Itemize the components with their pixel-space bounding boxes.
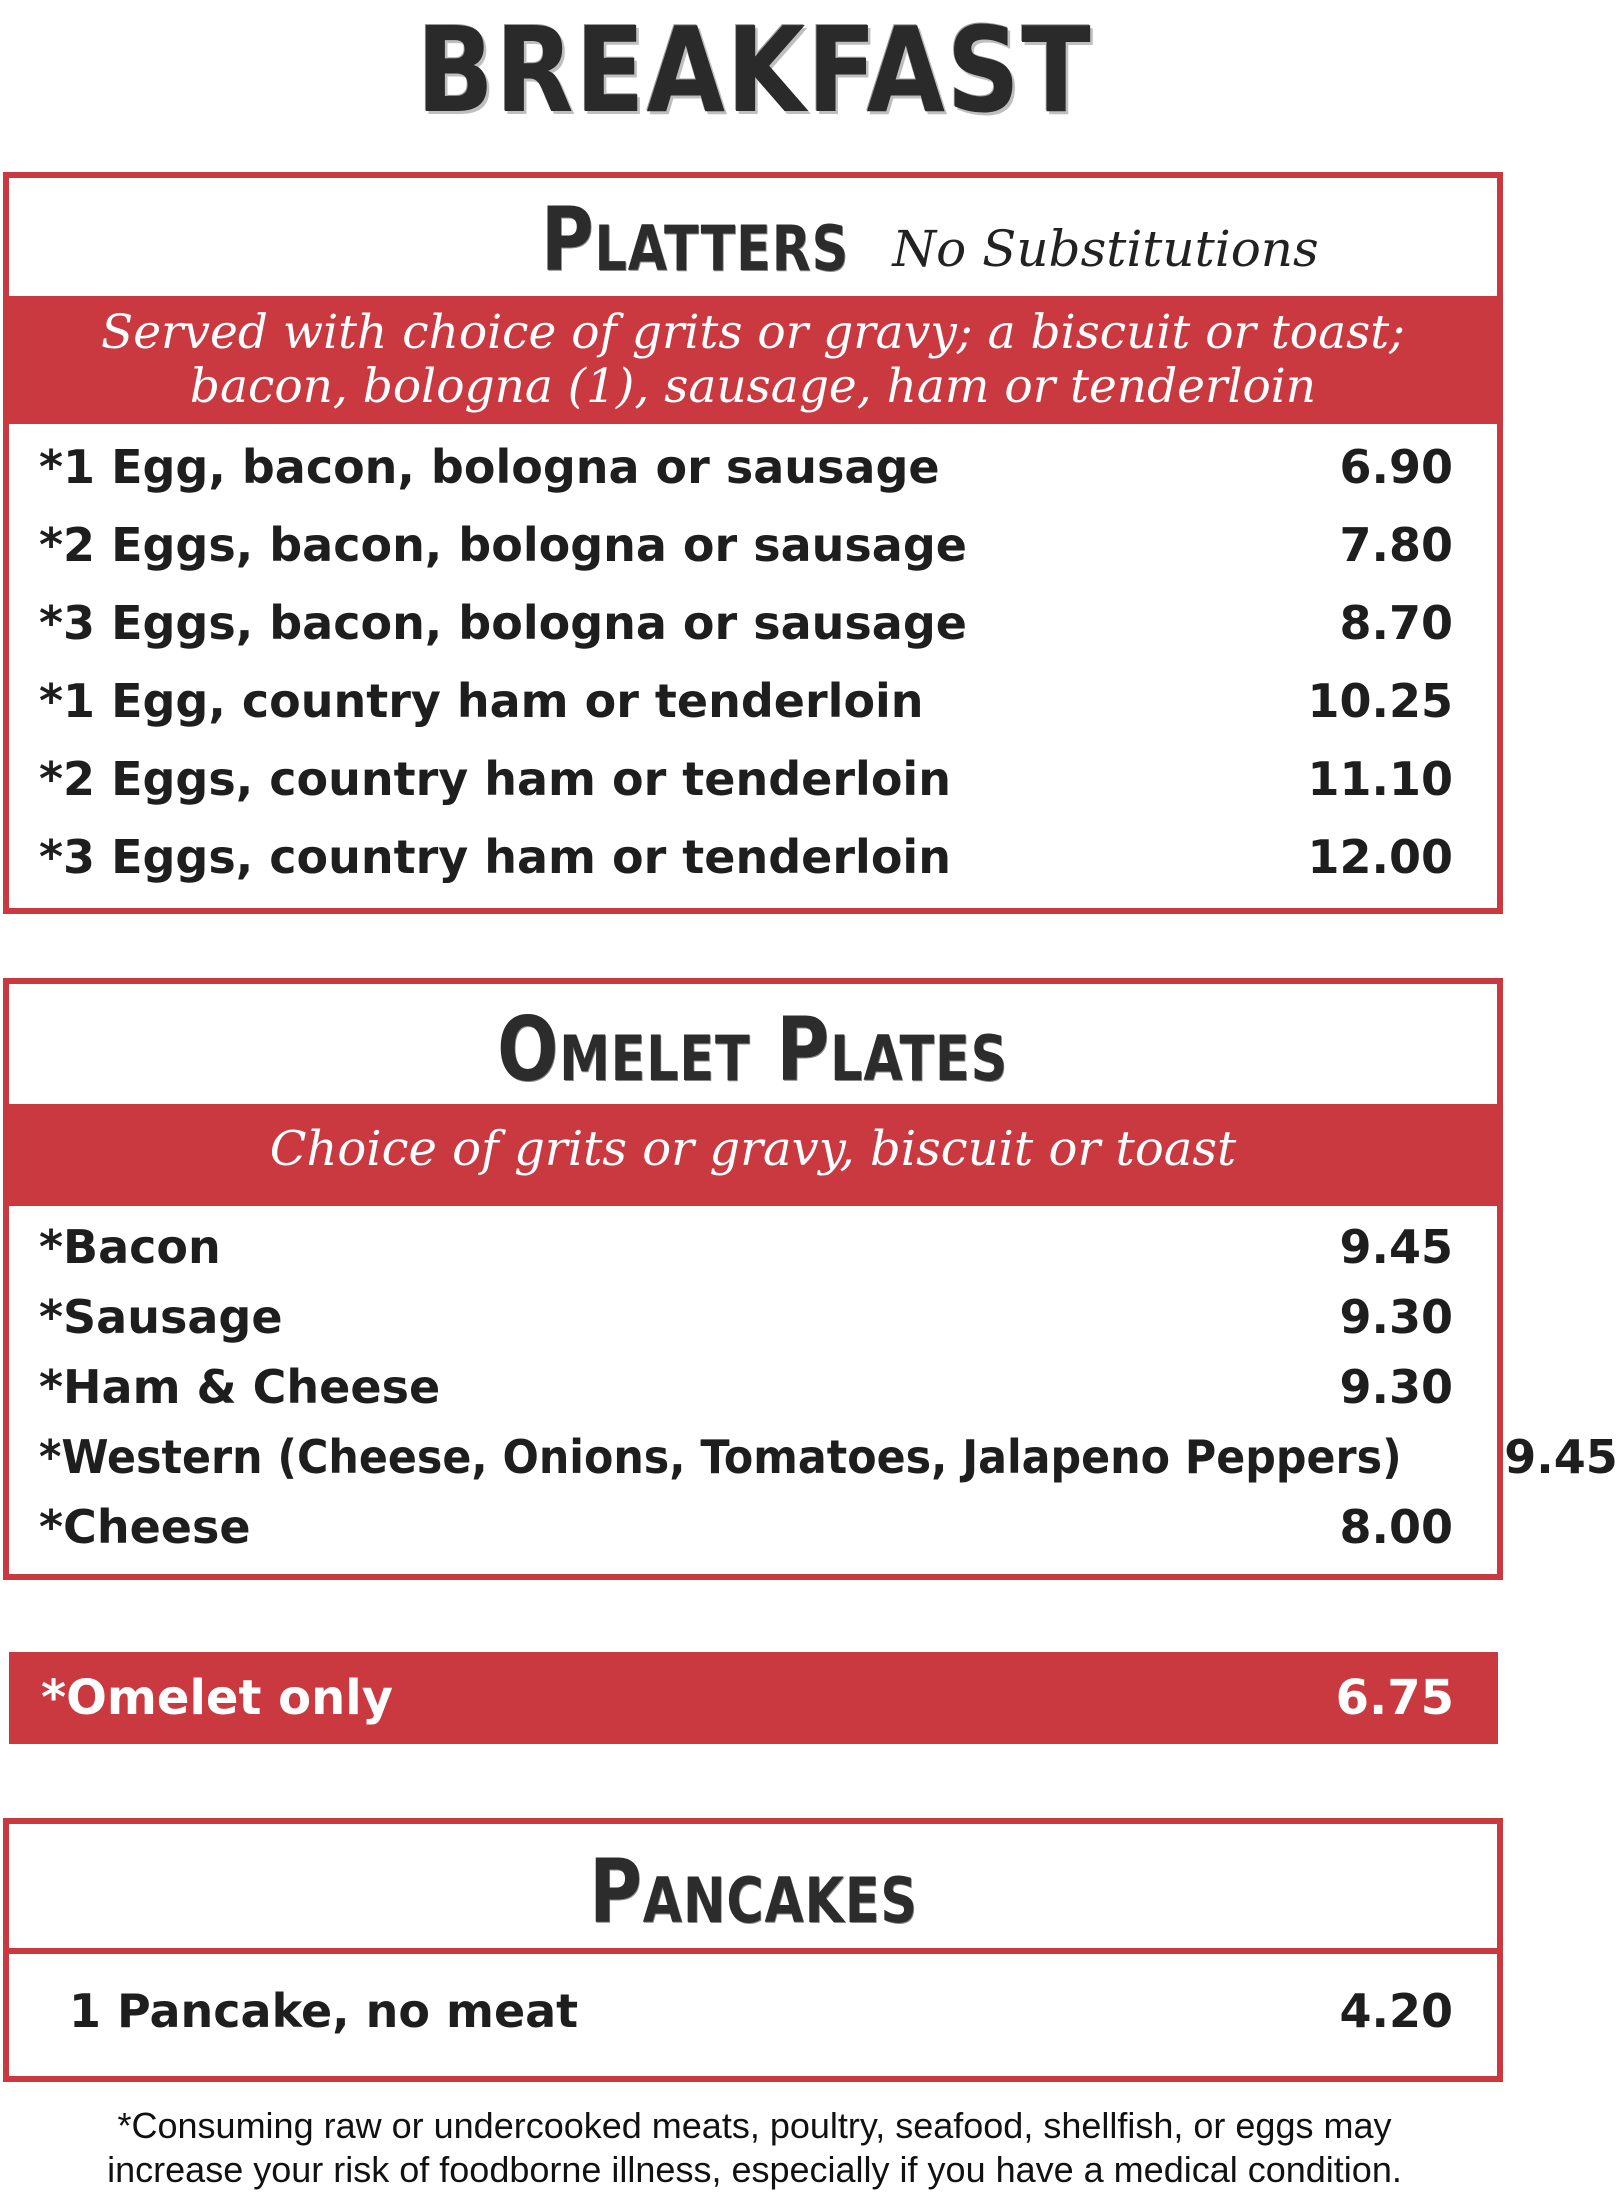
health-disclaimer	[0, 2104, 1509, 2192]
omelet-plates-section	[3, 978, 1618, 1580]
platters-band-line-1: Served with choice of grits or gravy; a biscuit or toast;	[101, 305, 1405, 360]
menu-item-price: 12.00	[1307, 830, 1453, 884]
menu-item-name: *2 Eggs, country ham or tenderloin	[39, 752, 951, 806]
pancakes-title: Pancakes	[588, 1840, 918, 1943]
menu-item-name: *1 Egg, bacon, bologna or sausage	[39, 440, 940, 494]
menu-item-price: 8.00	[1339, 1500, 1453, 1554]
page-title: BREAKFAST	[416, 1, 1093, 139]
platters-note: No Substitutions	[892, 220, 1319, 278]
menu-item-price: 11.10	[1307, 752, 1453, 806]
platters-header	[9, 178, 1497, 302]
menu-item-price: 4.20	[1339, 1984, 1453, 2038]
menu-item-name: *3 Eggs, bacon, bologna or sausage	[39, 596, 967, 650]
menu-item	[39, 1290, 1453, 1344]
platters-title: Platters	[541, 188, 850, 291]
disclaimer-line-2: increase your risk of foodborne illness, especially if you have a medical condition.	[107, 2149, 1402, 2190]
menu-item	[39, 1220, 1453, 1274]
menu-item-price: 6.90	[1339, 440, 1453, 494]
menu-item	[39, 440, 1453, 494]
menu-item-name: *2 Eggs, bacon, bologna or sausage	[39, 518, 967, 572]
menu-item	[39, 1430, 1618, 1484]
menu-item-price: 9.45	[1339, 1220, 1453, 1274]
menu-item	[39, 596, 1453, 650]
pancakes-header	[9, 1824, 1497, 1954]
menu-item	[39, 752, 1453, 806]
menu-item-price: 9.45	[1504, 1430, 1618, 1484]
menu-item	[39, 674, 1453, 728]
omelet-plates-band: Choice of grits or gravy, biscuit or toast	[9, 1110, 1497, 1206]
menu-item-price: 9.30	[1339, 1290, 1453, 1344]
menu-item-name: *Bacon	[39, 1220, 221, 1274]
menu-item-price: 9.30	[1339, 1360, 1453, 1414]
menu-item-name: *3 Eggs, country ham or tenderloin	[39, 830, 951, 884]
platters-band	[9, 302, 1497, 424]
disclaimer-line-1: *Consuming raw or undercooked meats, poultry, seafood, shellfish, or eggs may	[117, 2105, 1392, 2146]
menu-item-name: *Ham & Cheese	[39, 1360, 441, 1414]
omelet-plates-header	[9, 984, 1497, 1110]
menu-item	[39, 1500, 1453, 1554]
platters-section	[3, 172, 1503, 914]
menu-item-name: *Sausage	[39, 1290, 283, 1344]
menu-item-name: 1 Pancake, no meat	[69, 1984, 579, 2038]
omelet-only-bar	[9, 1652, 1498, 1744]
menu-item-price: 10.25	[1307, 674, 1453, 728]
platters-band-line-2: bacon, bologna (1), sausage, ham or tenderloin	[189, 359, 1317, 414]
menu-item	[69, 1984, 1453, 2038]
menu-item-name: *1 Egg, country ham or tenderloin	[39, 674, 924, 728]
omelet-only-name: *Omelet only	[41, 1670, 394, 1726]
menu-item-name: *Western (Cheese, Onions, Tomatoes, Jalapeno Peppers)	[39, 1430, 1402, 1484]
menu-item	[39, 830, 1453, 884]
menu-item-price: 8.70	[1339, 596, 1453, 650]
menu-item	[39, 1360, 1453, 1414]
menu-item-name: *Cheese	[39, 1500, 251, 1554]
omelet-only-price: 6.75	[1335, 1670, 1454, 1726]
omelet-plates-title: Omelet Plates	[497, 998, 1009, 1101]
pancakes-section	[3, 1818, 1503, 2082]
menu-item	[39, 518, 1453, 572]
menu-item-price: 7.80	[1339, 518, 1453, 572]
